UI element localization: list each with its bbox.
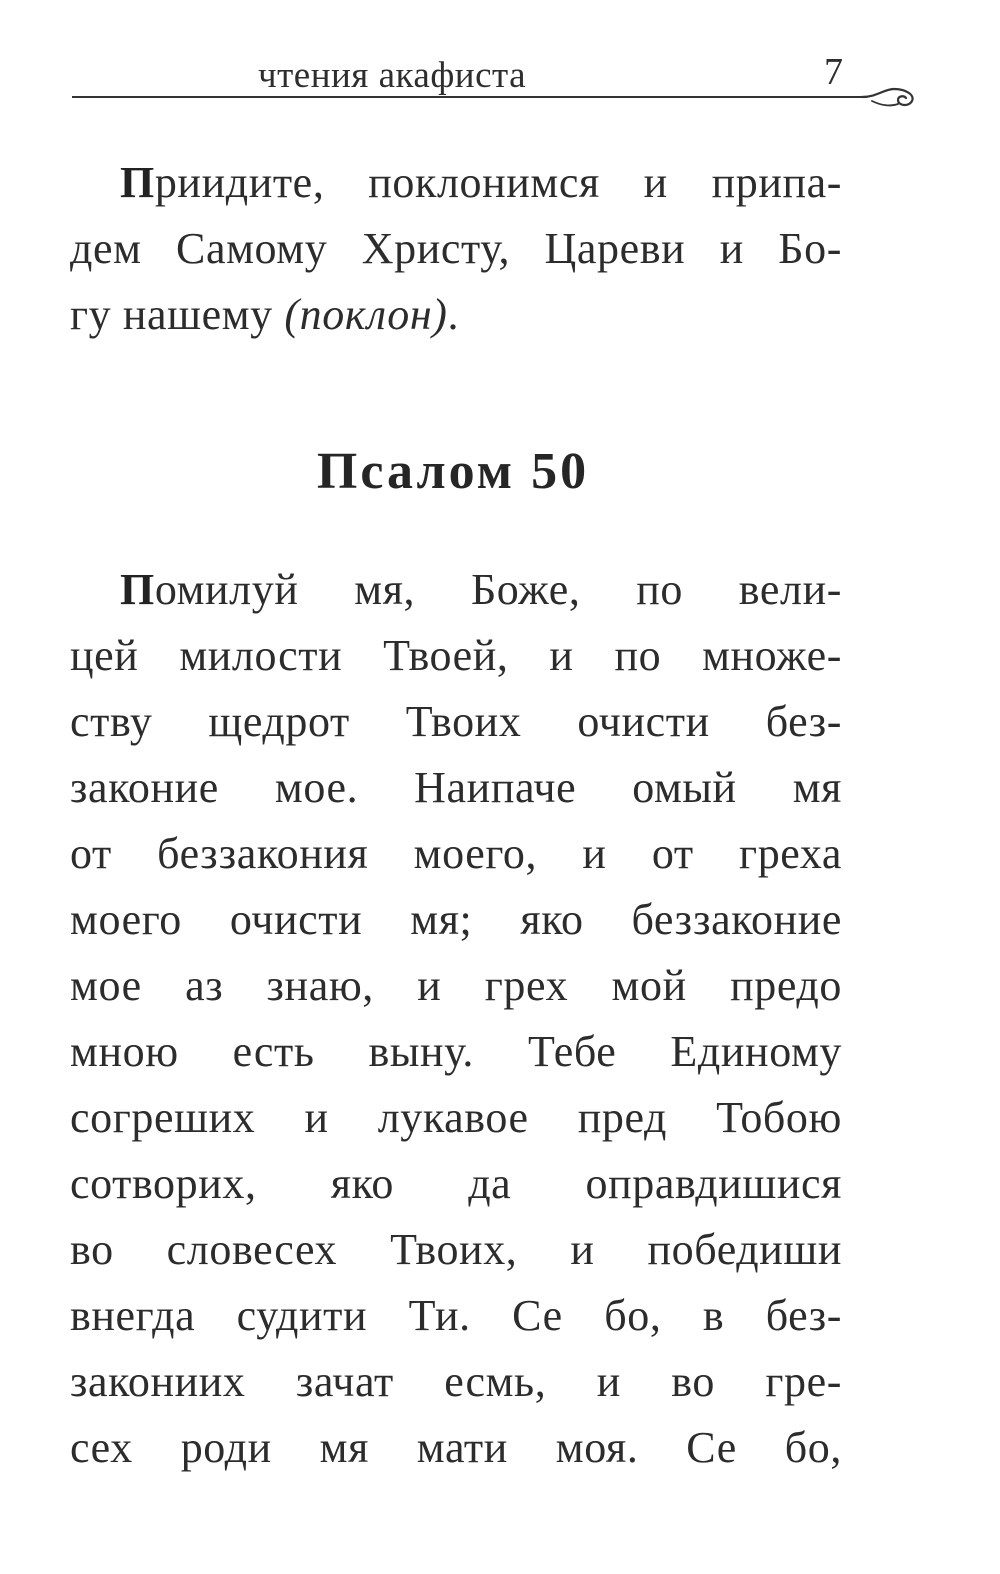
intro-line-3-end: . <box>447 290 460 339</box>
psalm-line: законие мое. Наипаче омый мя <box>70 763 842 812</box>
intro-rubric: (поклон) <box>284 290 448 339</box>
psalm-line: закониих зачат есмь, и во гре- <box>70 1357 842 1406</box>
running-head <box>72 50 922 110</box>
page-number: 7 <box>824 51 843 93</box>
psalm-line: мое аз знаю, и грех мой предо <box>70 961 842 1010</box>
psalm-line: мною есть выну. Тебе Единому <box>70 1027 842 1076</box>
intro-paragraph <box>70 150 842 348</box>
psalm-line-1 <box>70 557 842 623</box>
intro-line-1-text: риидите, поклонимся и припа- <box>154 158 842 207</box>
intro-line-3-text: гу нашему <box>70 290 285 339</box>
psalm-line: ству щедрот Твоих очисти без- <box>70 697 842 746</box>
psalm-line: сотворих, яко да оправдишися <box>70 1159 842 1208</box>
psalm-line: сех роди мя мати моя. Се бо, <box>70 1423 842 1472</box>
intro-line-3 <box>70 282 842 348</box>
header-rule-ornament <box>72 80 922 110</box>
psalm-line: от беззакония моего, и от греха <box>70 829 842 878</box>
intro-line-1 <box>70 150 842 216</box>
psalm-line-1-text: омилуй мя, Боже, по вели- <box>154 565 842 614</box>
intro-line-2: дем Самому Христу, Цареви и Бо- <box>70 224 842 273</box>
running-title: чтения акафиста <box>258 55 527 96</box>
psalm-line: внегда судити Ти. Се бо, в без- <box>70 1291 842 1340</box>
intro-initial: П <box>120 158 155 207</box>
psalm-initial: П <box>120 565 155 614</box>
psalm-title: Псалом 50 <box>316 443 590 500</box>
psalm-paragraph <box>70 557 842 1481</box>
psalm-line: цей милости Твоей, и по множе- <box>70 631 842 680</box>
psalm-line: во словесех Твоих, и победиши <box>70 1225 842 1274</box>
psalm-line: согреших и лукавое пред Тобою <box>70 1093 842 1142</box>
psalm-line: моего очисти мя; яко беззаконие <box>70 895 842 944</box>
